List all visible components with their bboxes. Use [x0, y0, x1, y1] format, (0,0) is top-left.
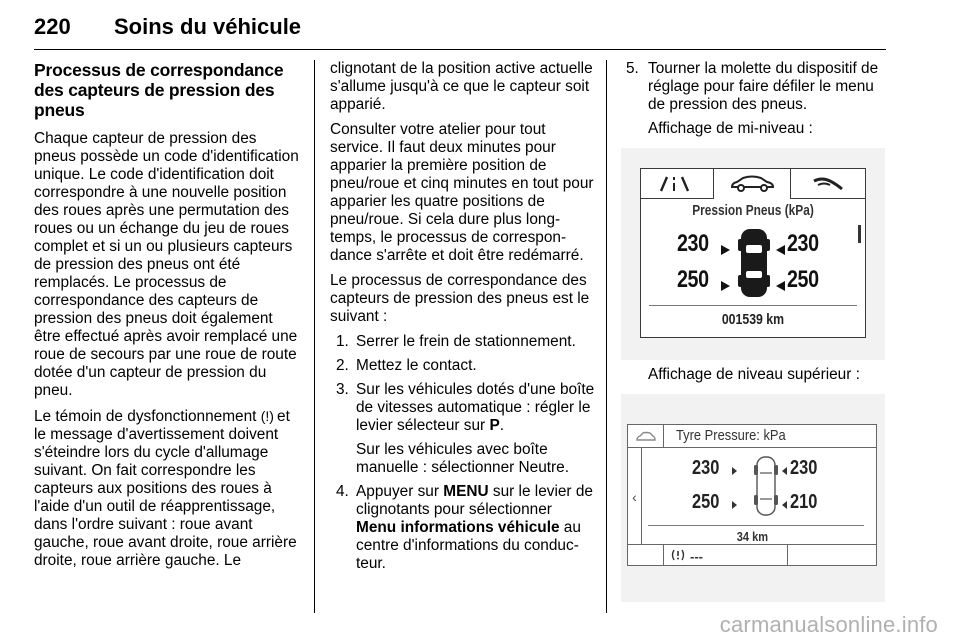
display-title: Tyre Pressure: kPa: [676, 427, 786, 444]
step-bold-menu: MENU: [443, 483, 489, 500]
step-text-end: au centre d'informations du conducteur.: [356, 519, 581, 572]
section-title: Soins du véhicule: [114, 14, 302, 39]
footer-cell: [628, 545, 664, 565]
step-text: Mettez le contact.: [356, 357, 477, 374]
lane-icon: [641, 169, 713, 199]
arrow-left-icon: [782, 501, 787, 509]
paragraph-process: Le processus de correspondance des capteurs de pression des pneus est le suivant :: [330, 272, 590, 325]
car-top-view-icon: [752, 455, 780, 517]
figure-upper-level-display: [621, 394, 885, 602]
column-divider-1: [314, 60, 315, 613]
display-title: Pression Pneus (kPa): [692, 203, 814, 219]
list-item: [330, 357, 596, 375]
arrow-right-icon: [732, 501, 737, 509]
step-number: 1.: [336, 333, 349, 350]
step-text-mid: sur le levier de clignotants pour sélectionner: [356, 483, 593, 518]
section-heading: Processus de correspondance des capteurs de pression des pneus: [34, 60, 284, 120]
display-tab-bar: [641, 169, 865, 199]
scroll-indicator: [858, 225, 861, 243]
paragraph-continued: clignotant de la position active actuelle s'allume jusqu'à ce que le capteur soit apparié.: [330, 60, 593, 113]
steps-list: [330, 333, 596, 573]
car-icon: [628, 425, 664, 448]
watermark: carmanualsonline.info: [719, 612, 938, 637]
pressure-front-right: 230: [787, 230, 819, 257]
step-text-end: .: [499, 417, 504, 434]
pressure-front-left: 230: [692, 457, 720, 479]
display-header: [628, 425, 876, 448]
step-text: Serrer le frein de stationnement.: [356, 333, 576, 350]
list-item: [330, 333, 596, 351]
arrow-left-icon: [776, 281, 785, 291]
pressure-rear-left: 250: [692, 491, 720, 513]
footer-value: ---: [690, 549, 703, 564]
display-screen: [640, 168, 866, 338]
column-3: [622, 60, 888, 602]
paragraph-intro: Chaque capteur de pression des pneus possède un code d'identification unique. Le code d'identification doit correspondre à une nouvelle position des roues après une permutation des roues ou un échange du jeu de roues complet et si un ou plusieurs capteurs de pression des pneus ont été remplacés. Le processus de correspondance des capteurs de pression des pneus doit également être effectué après avoir remplacé une roue de secours par une roue de route dotée d'un capteur de pression du pneu.: [34, 130, 299, 399]
arrow-left-icon: [776, 245, 785, 255]
car-top-view-icon: [735, 227, 773, 299]
step-number: 5.: [626, 60, 639, 77]
step-number: 2.: [336, 357, 349, 374]
pressure-rear-right: 250: [787, 266, 819, 293]
display-screen: [627, 424, 877, 566]
paragraph-warning: [34, 407, 300, 570]
step-text: Tourner la molette du dispositif de réglage pour faire défiler le menu de pression des pneus.: [648, 60, 879, 113]
tire-warning-icon: (!): [260, 408, 274, 424]
step-subtext: Sur les véhicules avec boîte manuelle : sélectionner Neutre.: [356, 441, 570, 476]
arrow-right-icon: [732, 467, 737, 475]
column-divider-2: [606, 60, 607, 613]
caption-upper-level: Affichage de niveau supérieur :: [648, 366, 860, 383]
step-number: 4.: [336, 483, 349, 500]
arrow-left-icon: [782, 467, 787, 475]
arrow-right-icon: [721, 245, 730, 255]
figure-mid-level-display: [621, 148, 885, 360]
paragraph-warning-end: et le message d'avertissement doivent s'éteindre lors du cycle d'allumage suivant. On fait correspondre les capteurs aux positions des roues à l'aide d'un outil de réapprentissage, dans l'ordre suivant : roue avant gauche, roue avant droite, roue arrière droite, roue arrière gauche. Le: [34, 408, 297, 569]
road-icon: [791, 169, 865, 199]
pressure-rear-left: 250: [677, 266, 709, 293]
pressure-front-left: 230: [677, 230, 709, 257]
tire-warning-icon: [670, 548, 686, 562]
car-icon: [713, 169, 791, 199]
odometer-value: 34 km: [736, 529, 768, 544]
odometer-readout: [641, 311, 865, 329]
page-header: [34, 10, 886, 50]
step-text: Appuyer sur: [356, 483, 444, 500]
arrow-right-icon: [721, 281, 730, 291]
odometer-divider: [649, 305, 857, 306]
steps-list-continued: [622, 60, 888, 114]
column-2: [330, 60, 596, 579]
caption-mid-level: Affichage de mi-niveau :: [648, 120, 813, 137]
page-number: 220: [34, 14, 71, 39]
paragraph-warning-start: Le témoin de dysfonctionnement: [34, 408, 261, 425]
step-text: Sur les véhicules dotés d'une boîte de vitesses automatique : régler le levier sélecteur sur: [356, 381, 595, 434]
list-item: [330, 381, 596, 477]
step-number: 3.: [336, 381, 349, 398]
list-item: [622, 60, 888, 114]
odometer-divider: [648, 525, 864, 526]
list-item: [330, 483, 596, 573]
column-1: [34, 60, 300, 577]
footer-cell: [664, 545, 788, 565]
odometer-value: 001539 km: [721, 311, 785, 328]
step-bold: P: [489, 417, 500, 434]
display-footer: [628, 544, 876, 565]
chevron-left-icon: ‹: [628, 448, 642, 545]
pressure-rear-right: 210: [790, 491, 818, 513]
step-bold-menu-info: Menu informations véhicule: [356, 519, 560, 536]
paragraph-service: Consulter votre atelier pour tout service. Il faut deux minutes pour apparier la première position de pneu/roue et cinq minutes en tout pour apparier les quatre positions de pneu/roue. Si cela dure plus longtemps, le processus de correspondance s'arrête et doit être redémarré.: [330, 121, 594, 264]
pressure-front-right: 230: [790, 457, 818, 479]
